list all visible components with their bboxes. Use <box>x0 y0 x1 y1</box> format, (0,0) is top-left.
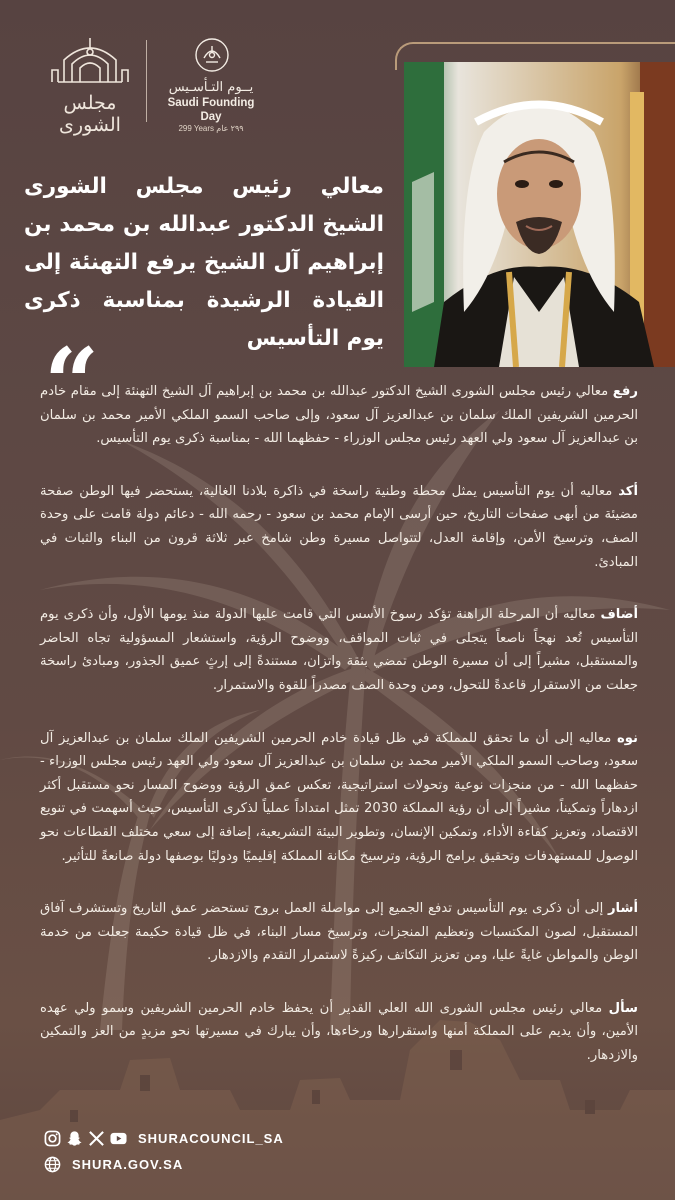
portrait-illustration <box>404 62 675 367</box>
paragraph <box>40 480 638 574</box>
social-row <box>44 1128 284 1148</box>
paragraph-text: معاليه أن يوم التأسيس يمثل محطة وطنية راسخة في ذاكرة بلادنا الغالية، يستحضر فيها الوطن صفحة مضيئة من أبهى صفحات التاريخ، حين أرسى الإمام محمد بن سعود - رحمه الله - دعائم دولة قامت على وحدة الصف، وترسيخ الأمن، وإقامة العدل، لتتواصل مسيرة وطن شامخ عبر ثلاثة قرون من البناء والثبات في المبادئ. <box>40 483 638 570</box>
paragraph-text: معالي رئيس مجلس الشورى الشيخ الدكتور عبدالله بن محمد بن إبراهيم آل الشيخ التهنئة إلى مقام خادم الحرمين الشريفين الملك سلمان بن عبدالعزيز آل سعود، وإلى صاحب السمو الملكي الأمير محمد بن سلمان بن عبدالعزيز آل سعود ولي العهد رئيس مجلس الوزراء - حفظهما الله - بمناسبة ذكرى يوم التأسيس. <box>40 384 638 447</box>
quote-mark: “ <box>44 327 100 440</box>
instagram-icon[interactable] <box>44 1130 61 1147</box>
youtube-icon[interactable] <box>110 1130 127 1147</box>
paragraph-lead: أضاف <box>600 607 638 623</box>
paragraph-lead: أشار <box>607 901 638 917</box>
founding-day-arabic: يــوم التـأسـيس <box>168 80 254 95</box>
paragraph-text: معاليه أن المرحلة الراهنة تؤكد رسوخ الأسس التي قامت عليها الدولة منذ يومها الأول، وأن ذكرى يوم التأسيس تُعد نهجاً ناصعاً يتجلى في ثبات المواقف، ووضوح الرؤية، واستشعار المسؤولية تجاه الحاضر والمستقبل، مشيراً إلى أن مسيرة الوطن تمضي بثقة واتزان، مستندةً إلى إرثٍ عميق الجذور، ومبادئ راسخة جعلت من الاستقرار قاعدةً للتحول، ومن وحدة الصف مصدراً للقوة والاستمرار. <box>40 607 638 693</box>
paragraph <box>40 727 638 869</box>
logo-divider <box>146 40 147 122</box>
paragraph <box>40 380 638 451</box>
headline: معالي رئيس مجلس الشورى الشيخ الدكتور عبدالله بن محمد بن إبراهيم آل الشيخ يرفع التهنئة إلى القيادة الرشيدة بمناسبة ذكرى يوم التأسيس <box>24 174 384 351</box>
portrait-photo <box>404 62 675 367</box>
paragraph-text: معالي رئيس مجلس الشورى الله العلي القدير أن يحفظ خادم الحرمين الشريفين وسمو ولي عهده الأمين، وأن يديم على المملكة أمنها واستقرارها ورخاءها، وأن يبارك في مسيرتها نحو مزيدٍ من العز والتمكين والازدهار. <box>40 1000 638 1064</box>
paragraph <box>40 897 638 968</box>
paragraph-lead: رفع <box>612 384 638 399</box>
paragraph-text: معاليه إلى أن ما تحقق للمملكة في ظل قيادة خادم الحرمين الشريفين الملك سلمان بن عبدالعزيز آل سعود، وصاحب السمو الملكي الأمير محمد بن سلمان بن عبدالعزيز آل سعود ولي العهد رئيس مجلس الوزراء - حفظهما الله - من منجزات نوعية وتحولات استراتيجية، تعكس عمق الرؤية ووضوح المسار نحو مستقبل أكثر ازدهاراً وتمكيناً، مشيراً إلى أن رؤية المملكة 2030 تمثل امتداداً عملياً لذكرى التأسيس، حيث أسهمت في تنويع الاقتصاد، وتعزيز كفاءة الأداء، وتمكين الإنسان، وتطوير البيئة التشريعية، إضافة إلى سعي مختلف القطاعات نحو الوصول للمستهدفات وتحقيق برامج الرؤية، وترسيخ مكانة المملكة إقليميًا ودوليًا بوصفها دولة صانعةً للتأثير. <box>40 730 639 864</box>
footer <box>44 1128 344 1178</box>
paragraph <box>40 603 638 697</box>
paragraph-lead: أكد <box>618 483 638 499</box>
paragraph-text: إلى أن ذكرى يوم التأسيس تدفع الجميع إلى مواصلة العمل بروح تستحضر عمق التاريخ وتستشرف آفاق المستقبل، لصون المكتسبات وتعظيم المنجزات، وترسيخ مسار البناء، في ظل قيادة حكيمة جعلت من خدمة الوطن والمواطن غايةً عليا، ومن تعزيز التكاتف ركيزةً لاستمرار التقدم والازدهار. <box>40 901 638 964</box>
paragraph <box>40 997 638 1068</box>
header-logos <box>36 30 266 136</box>
x-icon[interactable] <box>88 1130 105 1147</box>
article-body <box>40 380 638 1097</box>
snapchat-icon[interactable] <box>66 1130 83 1147</box>
paragraph-lead: نوه <box>616 730 638 746</box>
founding-day-logo <box>156 32 266 133</box>
website-row <box>44 1154 183 1174</box>
shura-emblem-icon <box>44 34 136 94</box>
founding-day-emblem-icon <box>193 36 231 74</box>
social-handle[interactable]: SHURACOUNCIL_SA <box>138 1130 284 1146</box>
paragraph-lead: سأل <box>608 1000 638 1016</box>
globe-icon <box>44 1156 61 1173</box>
founding-day-years: 299 Years ٢٩٩ عام <box>178 124 244 133</box>
shura-logo-text: مجلس الشورى <box>59 92 121 136</box>
shura-council-logo <box>44 34 136 136</box>
website-link[interactable]: SHURA.GOV.SA <box>72 1156 184 1172</box>
founding-day-english: Saudi Founding Day <box>167 97 255 123</box>
